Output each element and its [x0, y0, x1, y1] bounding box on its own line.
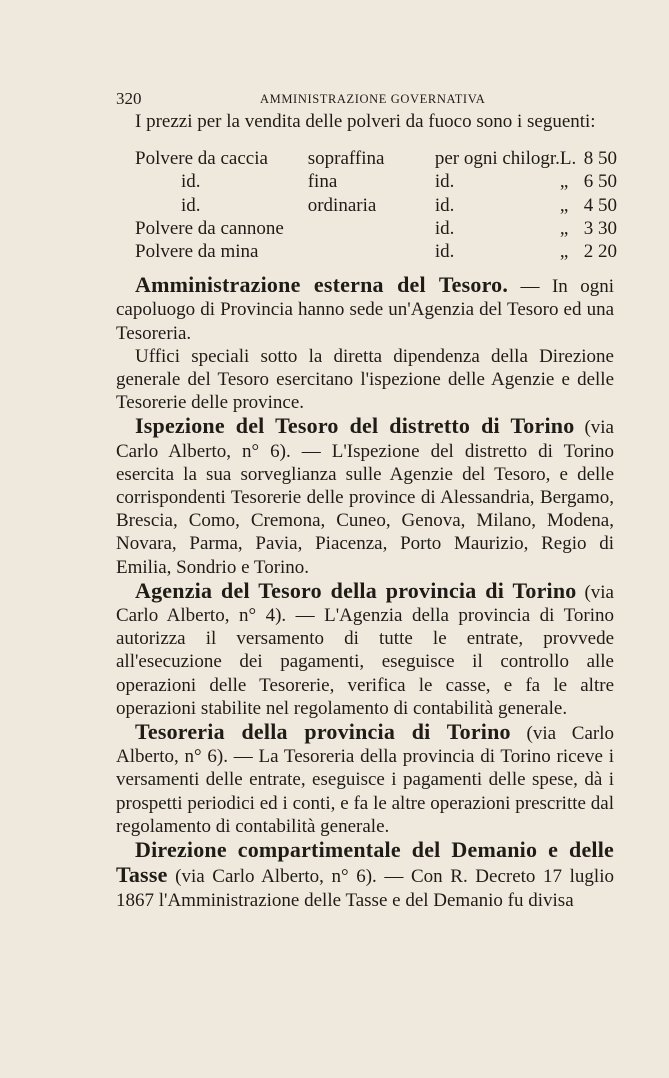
powder-name: Polvere da mina — [135, 241, 259, 263]
price-row — [135, 170, 617, 193]
powder-price: 2 20 — [583, 241, 617, 263]
section-heading: Agenzia del Tesoro della provincia di Torino — [135, 577, 577, 603]
price-row — [135, 147, 617, 170]
powder-unit: id. — [434, 171, 455, 193]
powder-price-table — [135, 147, 617, 263]
powder-quality: ordinaria — [307, 194, 377, 216]
section-paragraph — [116, 579, 614, 720]
section-paragraph — [116, 414, 614, 578]
ditto-mark: „ — [559, 194, 569, 216]
powder-price: 8 50 — [583, 148, 617, 170]
price-row — [135, 194, 617, 217]
section-text: (via Carlo Alberto, n° 6). — La Tesoreria della provincia di Torino riceve i versamenti delle entrate, eseguisce i pagamenti delle spese, dà i prospetti periodici ed i conti, e fa le altre operazioni prescritte dal regolamento di contabilità generale. — [116, 723, 614, 837]
section-paragraph — [116, 273, 614, 345]
section-heading: Amministrazione esterna del Tesoro. — [135, 272, 509, 298]
powder-quality: fina — [307, 171, 338, 193]
powder-price: 6 50 — [583, 171, 617, 193]
page-number: 320 — [116, 89, 142, 108]
powder-quality — [308, 217, 435, 240]
powder-quality: sopraffina — [307, 148, 385, 170]
powder-price: 3 30 — [583, 217, 617, 239]
section-extra-paragraph: Uffici speciali sotto la diretta dipendenza della Direzione generale del Tesoro esercitano l'ispezione delle Agenzie e delle Tesorerie delle province. — [116, 345, 614, 414]
intro-paragraph: I prezzi per la vendita delle polveri da fuoco sono i seguenti: — [135, 111, 596, 132]
powder-name: id. — [181, 171, 201, 193]
currency-mark: L. — [559, 148, 577, 170]
powder-quality — [308, 240, 435, 263]
section-text: (via Carlo Alberto, n° 4). — L'Agenzia della provincia di Torino autorizza il versamento di tutte le entrate, provvede all'esecuzione dei pagamenti, eseguisce il controllo alle operazioni delle Tesorerie, verifica le casse, e fa le altre operazioni stabilite nel regolamento di contabilità generale. — [116, 581, 614, 719]
section-heading: Direzione compartimentale del Demanio e delle Tasse — [116, 837, 614, 888]
powder-unit: id. — [434, 241, 455, 263]
section-text: (via Carlo Alberto, n° 6). — L'Ispezione del distretto di Torino esercita la sua sorveglianza sulle Agenzie del Tesoro, e delle corrispondenti Tesorerie delle province di Alessandria, Bergamo, Brescia, Como, Cremona, Cuneo, Genova, Milano, Modena, Novara, Parma, Pavia, Piacenza, Porto Maurizio, Regio di Emilia, Sondrio e Torino. — [116, 417, 614, 578]
ditto-mark: „ — [559, 171, 569, 193]
section-text: (via Carlo Alberto, n° 6). — Con R. Decreto 17 luglio 1867 l'Amministrazione delle Tasse e del Demanio fu divisa — [116, 866, 614, 911]
powder-name: Polvere da caccia — [135, 148, 268, 170]
section-heading: Ispezione del Tesoro del distretto di Torino — [135, 413, 575, 439]
price-row — [135, 217, 617, 240]
price-row — [135, 240, 617, 263]
section-text: — In ogni capoluogo di Provincia hanno sede un'Agenzia del Tesoro ed una Tesoreria. — [116, 276, 614, 344]
page-body — [116, 110, 617, 912]
powder-unit: id. — [434, 217, 455, 239]
powder-name: Polvere da cannone — [135, 217, 284, 239]
powder-unit: per ogni chilogr. — [434, 148, 560, 170]
ditto-mark: „ — [559, 217, 569, 239]
page-header — [116, 89, 616, 107]
powder-unit: id. — [434, 194, 455, 216]
section-heading: Tesoreria della provincia di Torino — [135, 719, 511, 745]
powder-name: id. — [181, 194, 201, 216]
running-title: AMMINISTRAZIONE GOVERNATIVA — [260, 92, 486, 106]
section-paragraph — [116, 838, 614, 912]
powder-price: 4 50 — [583, 194, 617, 216]
ditto-mark: „ — [559, 241, 569, 263]
section-paragraph — [116, 720, 614, 838]
